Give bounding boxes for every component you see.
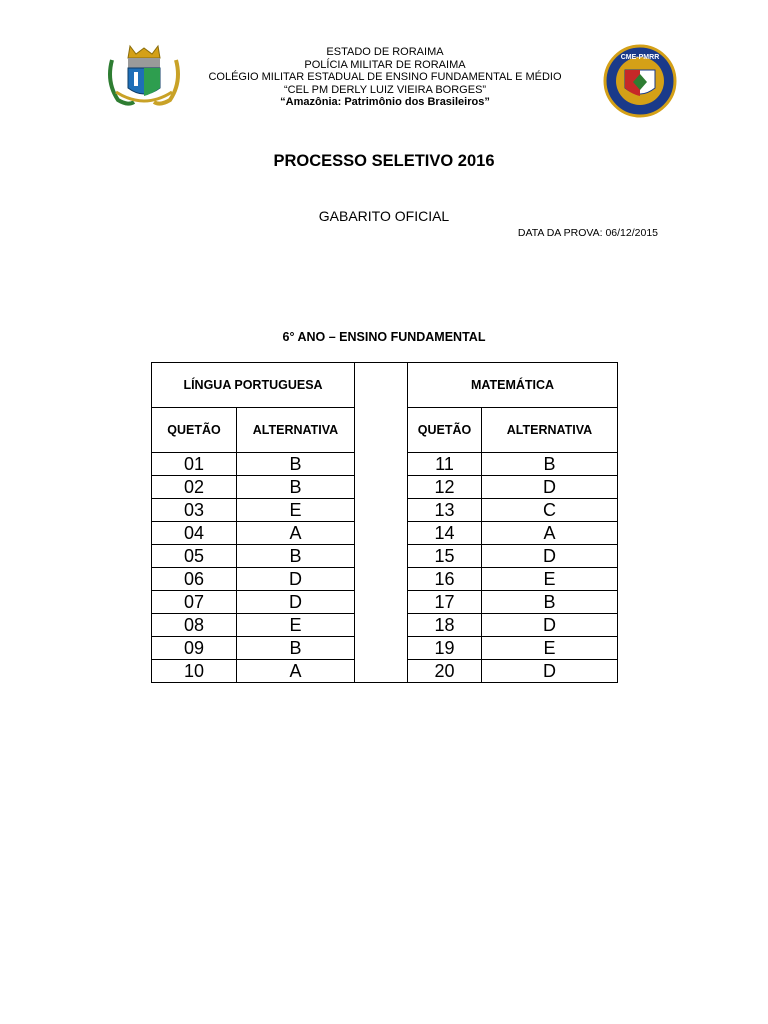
subject-header-math: MATEMÁTICA xyxy=(408,363,618,408)
column-header-answer: ALTERNATIVA xyxy=(237,408,355,453)
question-number: 14 xyxy=(408,522,482,545)
table-spacer xyxy=(355,363,408,683)
answer-letter: C xyxy=(482,499,618,522)
answer-letter: B xyxy=(482,453,618,476)
answer-letter: E xyxy=(237,499,355,522)
header-motto: “Amazônia: Patrimônio dos Brasileiros” xyxy=(280,96,490,108)
question-number: 01 xyxy=(152,453,237,476)
question-number: 12 xyxy=(408,476,482,499)
answer-letter: D xyxy=(482,660,618,683)
answer-letter: D xyxy=(237,591,355,614)
column-header-question: QUETÃO xyxy=(408,408,482,453)
question-number: 09 xyxy=(152,637,237,660)
question-number: 05 xyxy=(152,545,237,568)
question-number: 13 xyxy=(408,499,482,522)
question-number: 10 xyxy=(152,660,237,683)
question-number: 04 xyxy=(152,522,237,545)
question-number: 08 xyxy=(152,614,237,637)
header-line-police: POLÍCIA MILITAR DE RORAIMA xyxy=(304,58,466,71)
answer-letter: B xyxy=(237,453,355,476)
column-header-answer: ALTERNATIVA xyxy=(482,408,618,453)
answer-letter: B xyxy=(237,637,355,660)
column-header-question: QUETÃO xyxy=(152,408,237,453)
section-heading: 6° ANO – ENSINO FUNDAMENTAL xyxy=(282,330,486,344)
institution-header xyxy=(190,46,580,109)
answer-letter: B xyxy=(237,476,355,499)
answer-letter: A xyxy=(237,660,355,683)
question-number: 11 xyxy=(408,453,482,476)
question-number: 16 xyxy=(408,568,482,591)
question-number: 03 xyxy=(152,499,237,522)
page-title: PROCESSO SELETIVO 2016 xyxy=(273,152,495,170)
exam-date: DATA DA PROVA: 06/12/2015 xyxy=(517,227,658,239)
question-number: 15 xyxy=(408,545,482,568)
answer-letter: D xyxy=(482,545,618,568)
answer-letter: D xyxy=(482,476,618,499)
question-number: 17 xyxy=(408,591,482,614)
roraima-coat-of-arms-logo xyxy=(104,42,184,108)
answer-letter: B xyxy=(237,545,355,568)
header-line-college: COLÉGIO MILITAR ESTADUAL DE ENSINO FUNDAMENTAL E MÉDIO xyxy=(208,71,562,83)
header-line-patron: “CEL PM DERLY LUIZ VIEIRA BORGES” xyxy=(283,83,487,96)
question-number: 20 xyxy=(408,660,482,683)
question-number: 19 xyxy=(408,637,482,660)
header-line-state: ESTADO DE RORAIMA xyxy=(326,46,444,58)
page-subtitle: GABARITO OFICIAL xyxy=(318,208,450,224)
answer-letter: D xyxy=(237,568,355,591)
cme-pmrr-emblem-logo xyxy=(603,44,677,118)
answer-letter: B xyxy=(482,591,618,614)
answer-letter: E xyxy=(482,637,618,660)
subject-header-portuguese: LÍNGUA PORTUGUESA xyxy=(152,363,355,408)
answer-letter: A xyxy=(482,522,618,545)
question-number: 02 xyxy=(152,476,237,499)
question-number: 06 xyxy=(152,568,237,591)
question-number: 07 xyxy=(152,591,237,614)
answer-letter: E xyxy=(482,568,618,591)
answer-letter: E xyxy=(237,614,355,637)
answer-letter: D xyxy=(482,614,618,637)
answer-letter: A xyxy=(237,522,355,545)
question-number: 18 xyxy=(408,614,482,637)
emblem-text: CME-PMRR xyxy=(620,54,660,61)
answer-key-table xyxy=(151,362,618,683)
